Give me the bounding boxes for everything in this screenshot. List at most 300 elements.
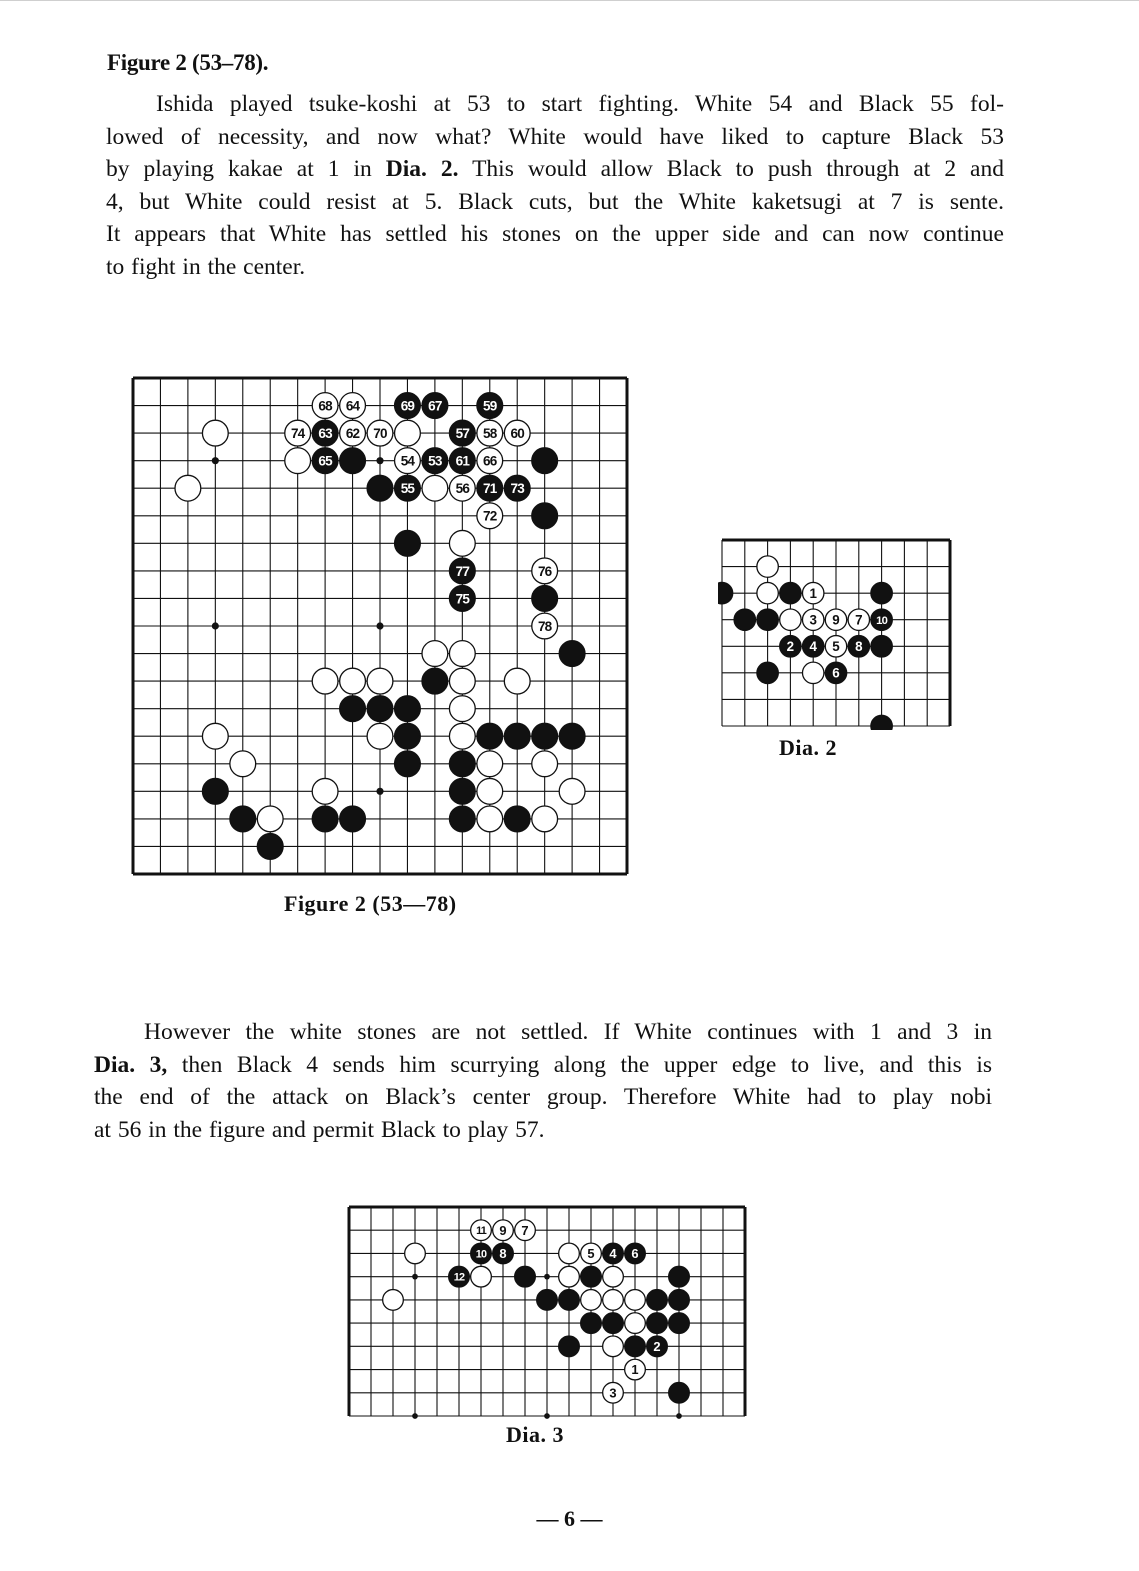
white-stone bbox=[395, 420, 421, 446]
stone-disc bbox=[340, 806, 366, 832]
paragraph-2 bbox=[94, 1016, 992, 1146]
stone-disc bbox=[871, 636, 892, 657]
move-number: 5 bbox=[587, 1246, 595, 1262]
white-stone bbox=[802, 582, 823, 603]
text-line: lowed of necessity, and now what? White would have liked to capture Black 53 bbox=[106, 123, 1004, 150]
white-stone bbox=[422, 641, 448, 667]
stone-disc bbox=[871, 715, 892, 730]
black-stone bbox=[367, 475, 393, 501]
move-number: 77 bbox=[455, 563, 470, 579]
black-stone bbox=[871, 636, 892, 657]
stone-disc bbox=[230, 751, 256, 777]
stone-disc bbox=[230, 806, 256, 832]
white-stone bbox=[504, 420, 530, 446]
stone-disc bbox=[477, 751, 503, 777]
move-number: 62 bbox=[345, 425, 360, 441]
white-stone bbox=[340, 393, 366, 419]
black-stone bbox=[581, 1313, 602, 1334]
white-stone bbox=[395, 448, 421, 474]
black-stone bbox=[449, 806, 475, 832]
stone-disc bbox=[718, 582, 733, 603]
move-number: 66 bbox=[483, 453, 497, 469]
white-stone bbox=[625, 1290, 646, 1311]
stone-disc bbox=[202, 723, 228, 749]
black-stone bbox=[449, 586, 475, 612]
stone-disc bbox=[780, 582, 801, 603]
stone-disc bbox=[802, 662, 823, 683]
text-line: Ishida played tsuke-koshi at 53 to start fighting. White 54 and Black 55 fol- bbox=[156, 91, 1004, 117]
move-number: 75 bbox=[455, 591, 470, 607]
stone-disc bbox=[669, 1266, 690, 1287]
white-stone bbox=[802, 662, 823, 683]
move-number: 9 bbox=[499, 1222, 507, 1238]
stone-disc bbox=[449, 668, 475, 694]
stone-disc bbox=[669, 1313, 690, 1334]
text-line: Dia. 3, then Black 4 sends him scurrying along the upper edge to live, and this is bbox=[94, 1051, 993, 1078]
stone-disc bbox=[312, 778, 338, 804]
stone-disc bbox=[340, 448, 366, 474]
stone-disc bbox=[395, 723, 421, 749]
stone-disc bbox=[422, 641, 448, 667]
stone-disc bbox=[603, 1313, 624, 1334]
stone-disc bbox=[477, 806, 503, 832]
black-stone bbox=[493, 1243, 514, 1264]
white-stone bbox=[825, 609, 846, 630]
stone-disc bbox=[449, 696, 475, 722]
stone-disc bbox=[647, 1313, 668, 1334]
black-stone bbox=[422, 448, 448, 474]
black-stone bbox=[504, 475, 530, 501]
white-stone bbox=[532, 558, 558, 584]
stone-disc bbox=[422, 475, 448, 501]
figure-2-board bbox=[129, 374, 631, 878]
black-stone bbox=[477, 723, 503, 749]
stone-disc bbox=[537, 1290, 558, 1311]
move-number: 1 bbox=[809, 585, 817, 601]
black-stone bbox=[780, 582, 801, 603]
stone-disc bbox=[871, 582, 892, 603]
black-stone bbox=[647, 1290, 668, 1311]
black-stone bbox=[395, 696, 421, 722]
move-number: 1 bbox=[631, 1362, 639, 1378]
hoshi-point bbox=[212, 457, 219, 464]
move-number: 65 bbox=[318, 453, 332, 469]
move-number: 2 bbox=[653, 1338, 661, 1354]
stone-disc bbox=[340, 696, 366, 722]
black-stone bbox=[625, 1336, 646, 1357]
black-stone bbox=[603, 1243, 624, 1264]
white-stone bbox=[449, 475, 475, 501]
black-stone bbox=[780, 636, 801, 657]
dia-2-board bbox=[718, 536, 954, 730]
stone-disc bbox=[559, 1266, 580, 1287]
stone-disc bbox=[504, 668, 530, 694]
black-stone bbox=[669, 1313, 690, 1334]
stone-disc bbox=[669, 1382, 690, 1403]
white-stone bbox=[312, 778, 338, 804]
move-number: 10 bbox=[876, 614, 888, 627]
black-stone bbox=[825, 662, 846, 683]
black-stone bbox=[312, 448, 338, 474]
black-stone bbox=[718, 582, 733, 603]
black-stone bbox=[471, 1243, 492, 1264]
black-stone bbox=[340, 806, 366, 832]
white-stone bbox=[367, 420, 393, 446]
black-stone bbox=[449, 778, 475, 804]
text-line: 4, but White could resist at 5. Black cuts, but the White kaketsugi at 7 is sente. bbox=[106, 188, 1004, 215]
white-stone bbox=[383, 1290, 404, 1311]
move-number: 8 bbox=[855, 639, 863, 655]
section-heading: Figure 2 (53–78). bbox=[107, 50, 269, 75]
white-stone bbox=[340, 668, 366, 694]
white-stone bbox=[780, 609, 801, 630]
move-number: 58 bbox=[483, 425, 497, 441]
stone-disc bbox=[449, 751, 475, 777]
white-stone bbox=[581, 1243, 602, 1264]
stone-disc bbox=[559, 1336, 580, 1357]
hoshi-point bbox=[412, 1413, 418, 1419]
black-stone bbox=[871, 715, 892, 730]
black-stone bbox=[395, 723, 421, 749]
move-number: 12 bbox=[453, 1271, 465, 1284]
stone-disc bbox=[669, 1290, 690, 1311]
black-stone bbox=[532, 448, 558, 474]
stone-disc bbox=[175, 475, 201, 501]
move-number: 76 bbox=[537, 563, 552, 579]
hoshi-point bbox=[676, 1413, 682, 1419]
stone-disc bbox=[449, 641, 475, 667]
black-stone bbox=[559, 1336, 580, 1357]
white-stone bbox=[477, 751, 503, 777]
white-stone bbox=[625, 1313, 646, 1334]
white-stone bbox=[477, 420, 503, 446]
stone-disc bbox=[422, 668, 448, 694]
stone-disc bbox=[312, 668, 338, 694]
paragraph-1 bbox=[106, 88, 1004, 283]
hoshi-point bbox=[212, 622, 219, 629]
black-stone bbox=[449, 448, 475, 474]
stone-disc bbox=[757, 662, 778, 683]
black-stone bbox=[422, 393, 448, 419]
black-stone bbox=[647, 1336, 668, 1357]
hoshi-point bbox=[376, 622, 383, 629]
black-stone bbox=[477, 475, 503, 501]
stone-disc bbox=[471, 1266, 492, 1287]
stone-disc bbox=[532, 448, 558, 474]
text-line: by playing kakae at 1 in Dia. 2. This would allow Black to push through at 2 and bbox=[106, 156, 1004, 182]
move-number: 6 bbox=[631, 1246, 639, 1262]
black-stone bbox=[449, 751, 475, 777]
black-stone bbox=[395, 475, 421, 501]
stone-disc bbox=[449, 778, 475, 804]
move-number: 2 bbox=[786, 639, 795, 655]
white-stone bbox=[449, 696, 475, 722]
stone-disc bbox=[312, 806, 338, 832]
move-number: 72 bbox=[483, 508, 497, 524]
stone-disc bbox=[625, 1313, 646, 1334]
move-number: 5 bbox=[832, 639, 840, 655]
stone-disc bbox=[532, 806, 558, 832]
stone-disc bbox=[449, 723, 475, 749]
black-stone bbox=[581, 1266, 602, 1287]
stone-disc bbox=[532, 586, 558, 612]
white-stone bbox=[312, 393, 338, 419]
dia-3-board bbox=[345, 1203, 749, 1420]
black-stone bbox=[669, 1382, 690, 1403]
black-stone bbox=[532, 586, 558, 612]
hoshi-point bbox=[376, 457, 383, 464]
move-number: 64 bbox=[345, 398, 360, 414]
move-number: 3 bbox=[609, 1385, 617, 1401]
white-stone bbox=[802, 609, 823, 630]
black-stone bbox=[871, 609, 892, 630]
stone-disc bbox=[532, 503, 558, 529]
black-stone bbox=[312, 420, 338, 446]
move-number: 7 bbox=[521, 1222, 529, 1238]
black-stone bbox=[504, 723, 530, 749]
move-number: 68 bbox=[318, 398, 332, 414]
move-number: 54 bbox=[400, 453, 415, 469]
move-number: 11 bbox=[476, 1225, 486, 1238]
move-number: 60 bbox=[510, 425, 524, 441]
stone-disc bbox=[477, 723, 503, 749]
stone-disc bbox=[559, 641, 585, 667]
stone-disc bbox=[581, 1313, 602, 1334]
white-stone bbox=[559, 1266, 580, 1287]
go-board-svg bbox=[129, 374, 631, 878]
black-stone bbox=[395, 751, 421, 777]
stone-disc bbox=[515, 1266, 536, 1287]
black-stone bbox=[340, 448, 366, 474]
stone-disc bbox=[504, 723, 530, 749]
stone-disc bbox=[395, 420, 421, 446]
move-number: 4 bbox=[809, 639, 817, 655]
black-stone bbox=[257, 834, 283, 860]
stone-disc bbox=[757, 556, 778, 577]
white-stone bbox=[202, 723, 228, 749]
white-stone bbox=[825, 636, 846, 657]
dia-3-caption: Dia. 3 bbox=[506, 1422, 564, 1447]
black-stone bbox=[871, 582, 892, 603]
move-number: 71 bbox=[483, 481, 497, 497]
white-stone bbox=[449, 530, 475, 556]
stone-disc bbox=[477, 778, 503, 804]
move-number: 3 bbox=[809, 612, 817, 628]
white-stone bbox=[603, 1290, 624, 1311]
move-number: 61 bbox=[455, 453, 470, 469]
stone-disc bbox=[504, 806, 530, 832]
move-number: 78 bbox=[537, 618, 552, 634]
black-stone bbox=[422, 668, 448, 694]
stone-disc bbox=[757, 609, 778, 630]
black-stone bbox=[559, 641, 585, 667]
black-stone bbox=[537, 1290, 558, 1311]
stone-disc bbox=[449, 806, 475, 832]
stone-disc bbox=[532, 751, 558, 777]
white-stone bbox=[285, 448, 311, 474]
move-number: 8 bbox=[499, 1246, 507, 1262]
stone-disc bbox=[603, 1290, 624, 1311]
hoshi-point bbox=[544, 1413, 550, 1419]
white-stone bbox=[449, 668, 475, 694]
text-line: to fight in the center. bbox=[106, 253, 306, 280]
white-stone bbox=[405, 1243, 426, 1264]
stone-disc bbox=[405, 1243, 426, 1264]
move-number: 74 bbox=[290, 425, 305, 441]
hoshi-point bbox=[544, 1274, 550, 1280]
stone-disc bbox=[340, 668, 366, 694]
stone-disc bbox=[603, 1336, 624, 1357]
stone-disc bbox=[367, 475, 393, 501]
stone-disc bbox=[202, 420, 228, 446]
black-stone bbox=[532, 723, 558, 749]
stone-disc bbox=[581, 1290, 602, 1311]
stone-disc bbox=[449, 530, 475, 556]
white-stone bbox=[848, 609, 869, 630]
stone-disc bbox=[383, 1290, 404, 1311]
white-stone bbox=[202, 420, 228, 446]
black-stone bbox=[449, 558, 475, 584]
white-stone bbox=[559, 778, 585, 804]
stone-disc bbox=[395, 751, 421, 777]
stone-disc bbox=[285, 448, 311, 474]
white-stone bbox=[471, 1266, 492, 1287]
white-stone bbox=[559, 1243, 580, 1264]
white-stone bbox=[477, 503, 503, 529]
white-stone bbox=[603, 1336, 624, 1357]
black-stone bbox=[757, 662, 778, 683]
white-stone bbox=[757, 582, 778, 603]
page-number: — 6 — bbox=[536, 1506, 603, 1531]
white-stone bbox=[515, 1220, 536, 1241]
stone-disc bbox=[559, 723, 585, 749]
black-stone bbox=[504, 806, 530, 832]
white-stone bbox=[757, 556, 778, 577]
black-stone bbox=[449, 1266, 470, 1287]
white-stone bbox=[625, 1359, 646, 1380]
text-line: the end of the attack on Black’s center group. Therefore White had to play nobi bbox=[94, 1084, 992, 1110]
black-stone bbox=[625, 1243, 646, 1264]
white-stone bbox=[449, 723, 475, 749]
black-stone bbox=[603, 1313, 624, 1334]
black-stone bbox=[367, 696, 393, 722]
white-stone bbox=[175, 475, 201, 501]
stone-disc bbox=[647, 1290, 668, 1311]
white-stone bbox=[230, 751, 256, 777]
black-stone bbox=[669, 1290, 690, 1311]
white-stone bbox=[285, 420, 311, 446]
move-number: 56 bbox=[455, 481, 470, 497]
black-stone bbox=[559, 1290, 580, 1311]
black-stone bbox=[848, 636, 869, 657]
white-stone bbox=[477, 448, 503, 474]
black-stone bbox=[340, 696, 366, 722]
move-number: 55 bbox=[400, 481, 415, 497]
white-stone bbox=[257, 806, 283, 832]
figure-2-caption: Figure 2 (53—78) bbox=[284, 891, 457, 916]
dia-2-caption: Dia. 2 bbox=[779, 735, 837, 760]
white-stone bbox=[493, 1220, 514, 1241]
move-number: 59 bbox=[483, 398, 497, 414]
stone-disc bbox=[559, 1243, 580, 1264]
white-stone bbox=[504, 668, 530, 694]
go-board-svg bbox=[718, 536, 954, 730]
stone-disc bbox=[559, 778, 585, 804]
white-stone bbox=[603, 1266, 624, 1287]
move-number: 9 bbox=[832, 612, 840, 628]
stone-disc bbox=[257, 806, 283, 832]
black-stone bbox=[312, 806, 338, 832]
stone-disc bbox=[603, 1266, 624, 1287]
white-stone bbox=[603, 1382, 624, 1403]
stone-disc bbox=[367, 723, 393, 749]
black-stone bbox=[395, 393, 421, 419]
text-line: at 56 in the figure and permit Black to play 57. bbox=[94, 1116, 545, 1143]
white-stone bbox=[477, 806, 503, 832]
move-number: 70 bbox=[373, 425, 387, 441]
white-stone bbox=[367, 723, 393, 749]
move-number: 57 bbox=[455, 425, 470, 441]
stone-disc bbox=[757, 582, 778, 603]
white-stone bbox=[471, 1220, 492, 1241]
stone-disc bbox=[780, 609, 801, 630]
stone-disc bbox=[367, 668, 393, 694]
page-top-rule bbox=[0, 0, 1139, 1]
black-stone bbox=[449, 420, 475, 446]
stone-disc bbox=[367, 696, 393, 722]
white-stone bbox=[367, 668, 393, 694]
black-stone bbox=[647, 1313, 668, 1334]
black-stone bbox=[669, 1266, 690, 1287]
text-line: It appears that White has settled his stones on the upper side and can now continue bbox=[106, 221, 1004, 247]
move-number: 53 bbox=[428, 453, 442, 469]
stone-disc bbox=[625, 1290, 646, 1311]
move-number: 73 bbox=[510, 481, 524, 497]
stone-disc bbox=[734, 609, 755, 630]
stone-disc bbox=[581, 1266, 602, 1287]
black-stone bbox=[757, 609, 778, 630]
black-stone bbox=[532, 503, 558, 529]
white-stone bbox=[477, 778, 503, 804]
move-number: 63 bbox=[318, 425, 332, 441]
stone-disc bbox=[395, 696, 421, 722]
black-stone bbox=[477, 393, 503, 419]
stone-disc bbox=[532, 723, 558, 749]
white-stone bbox=[532, 806, 558, 832]
text-line: However the white stones are not settled. If White continues with 1 and 3 in bbox=[144, 1019, 992, 1045]
black-stone bbox=[202, 778, 228, 804]
move-number: 10 bbox=[475, 1248, 487, 1261]
move-number: 7 bbox=[855, 612, 863, 628]
white-stone bbox=[532, 613, 558, 639]
stone-disc bbox=[257, 834, 283, 860]
black-stone bbox=[734, 609, 755, 630]
hoshi-point bbox=[376, 788, 383, 795]
white-stone bbox=[340, 420, 366, 446]
white-stone bbox=[422, 475, 448, 501]
black-stone bbox=[230, 806, 256, 832]
move-number: 69 bbox=[400, 398, 415, 414]
hoshi-point bbox=[412, 1274, 418, 1280]
stone-disc bbox=[625, 1336, 646, 1357]
black-stone bbox=[559, 723, 585, 749]
black-stone bbox=[395, 530, 421, 556]
stone-disc bbox=[559, 1290, 580, 1311]
go-board-svg bbox=[345, 1203, 749, 1420]
move-number: 6 bbox=[832, 665, 840, 681]
white-stone bbox=[312, 668, 338, 694]
stone-disc bbox=[395, 530, 421, 556]
